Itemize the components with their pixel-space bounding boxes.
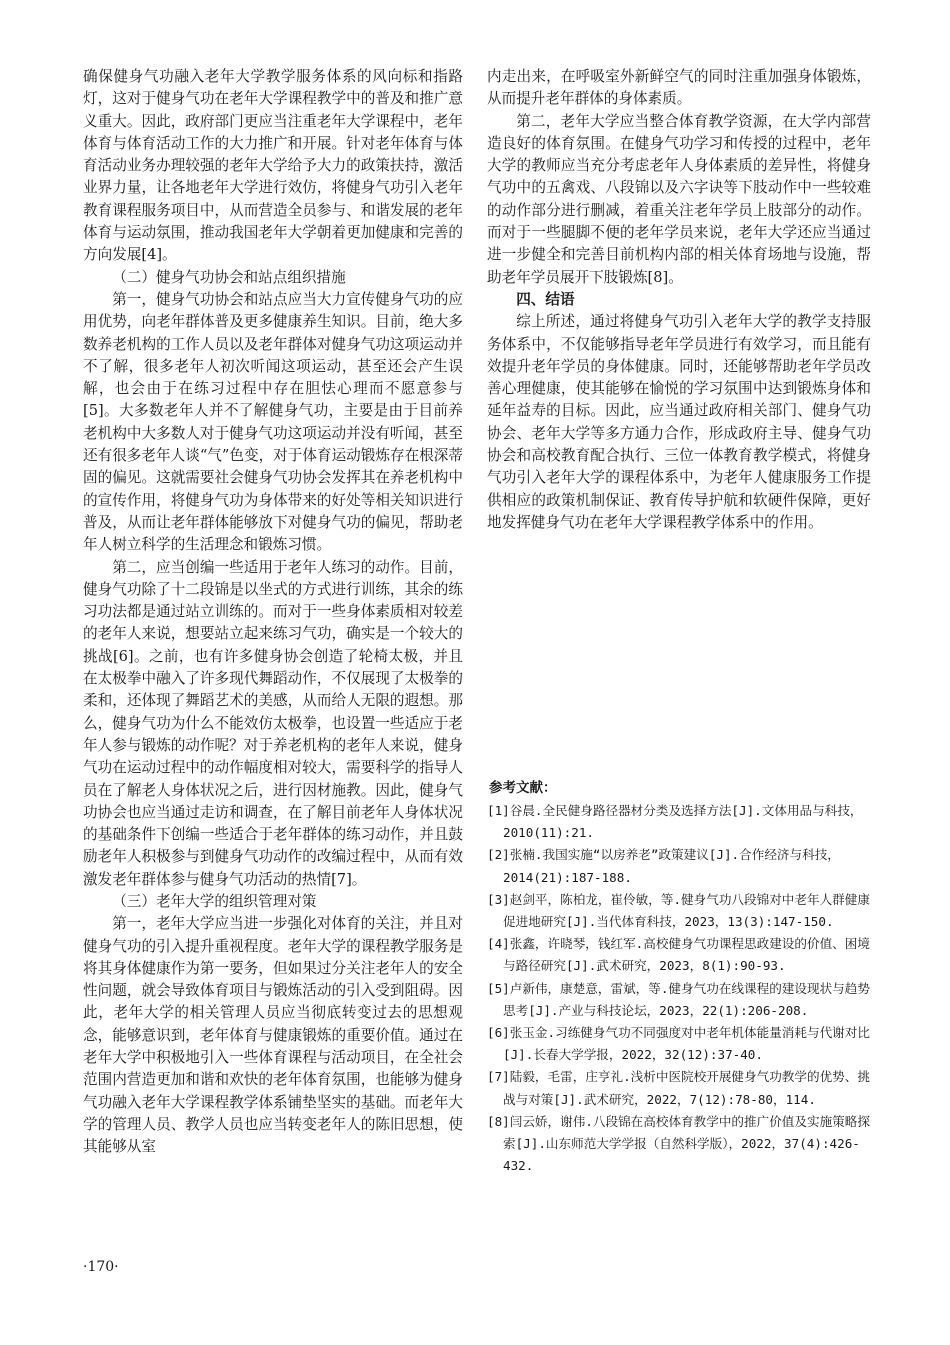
- references: [487, 776, 871, 1177]
- right-column: [487, 66, 871, 534]
- section-heading-conclusion: 四、结语: [516, 290, 575, 308]
- paragraph-continued: 内走出来，在呼吸室外新鲜空气的同时注重加强身体锻炼，从而提升老年群体的身体素质。: [487, 68, 871, 108]
- paragraph-continued: 确保健身气功融入老年大学教学服务体系的风向标和指路灯，这对于健身气功在老年大学课程教学中的普及和推广意义重大。因此，政府部门更应当注重老年大学课程中，老年体育与体育活动工作的大力推广和开展。针对老年体育与体育活动业务办理较强的老年大学给予大力的政策扶持，激活业界力量，让各地老年大学进行效仿，将健身气功引入老年教育课程服务项目中，从而营造全员参与、和谐发展的老年体育与运动氛围，推动我国老年大学朝着更加健康和完善的方向发展[4]。: [83, 68, 463, 264]
- reference-item: [6]张玉金.习练健身气功不同强度对中老年机体能量消耗与代谢对比[J].长春大学学报，2022，32(12):37-40.: [487, 1025, 870, 1063]
- paragraph: 第一，健身气功协会和站点应当大力宣传健身气功的应用优势，向老年群体普及更多健康养生知识。目前，绝大多数养老机构的工作人员以及老年群体对健身气功这项运动并不了解，很多老年人初次听闻这项运动，甚至还会产生误解，也会由于在练习过程中存在胆怯心理而不愿意参与[5]。大多数老年人并不了解健身气功，主要是由于目前养老机构中大多数人对于健身气功这项运动并没有听闻，甚至还有很多老年人谈“气”色变，对于体育运动锻炼存在根深蒂固的偏见。这就需要社会健身气功协会发挥其在养老机构中的宣传作用，将健身气功为身体带来的好处等相关知识进行普及，从而让老年群体能够放下对健身气功的偏见，帮助老年人树立科学的生活理念和锻炼习惯。: [83, 290, 463, 554]
- paragraph: 第一，老年大学应当进一步强化对体育的关注，并且对健身气功的引入提升重视程度。老年大学的课程教学服务是将其身体健康作为第一要务，但如果过分关注老年人的安全性问题，就会导致体育项目与锻炼活动的引入受到阻碍。因此，老年大学的相关管理人员应当彻底转变过去的思想观念，能够意识到，老年体育与健康锻炼的重要价值。通过在老年大学中积极地引入一些体育课程与活动项目，在全社会范围内营造更加和谐和欢快的老年体育氛围，也能够为健身气功融入老年大学课程教学体系铺垫坚实的基础。而老年大学的管理人员、教学人员也应当转变老年人的陈旧思想，使其能够从室: [83, 915, 463, 1156]
- reference-item: [7]陆毅，毛雷，庄亨礼.浅析中医院校开展健身气功教学的优势、挑战与对策[J].武术研究，2022，7(12):78-80，114.: [487, 1069, 870, 1107]
- page-number: ·170·: [83, 1259, 119, 1275]
- reference-item: [2]张楠.我国实施“以房养老”政策建议[J].合作经济与科技，2014(21):187-188.: [487, 847, 840, 885]
- reference-item: [5]卢新伟，康楚意，雷斌，等.健身气功在线课程的建设现状与趋势思考[J].产业与科技论坛，2023，22(1):206-208.: [487, 980, 870, 1018]
- reference-item: [8]闫云娇，谢伟.八段锦在高校体育教学中的推广价值及实施策略探索[J].山东师范大学学报（自然科学版），2022，37(4):426-432.: [487, 1113, 870, 1174]
- section-heading-3: （三）老年大学的组织管理对策: [112, 892, 317, 910]
- reference-item: [1]谷晨.全民健身路径器材分类及选择方法[J].文体用品与科技，2010(11):21.: [487, 803, 863, 841]
- paragraph: 综上所述，通过将健身气功引入老年大学的教学支持服务体系中，不仅能够指导老年学员进行有效学习，而且能有效提升老年学员的身体健康。同时，还能够帮助老年学员改善心理健康，使其能够在愉悦的学习氛围中达到锻炼身体和延年益寿的目标。因此，应当通过政府相关部门、健身气功协会、老年大学等多方通力合作，形成政府主导、健身气功协会和高校教育配合执行、三位一体教育教学模式，将健身气功引入老年大学的课程体系中，为老年人健康服务工作提供相应的政策机制保证、教育传导护航和软硬件保障，更好地发挥健身气功在老年大学课程教学体系中的作用。: [487, 313, 871, 531]
- reference-item: [3]赵剑平，陈柏龙，崔伶敏，等.健身气功八段锦对中老年人群健康促进地研究[J].当代体育科技，2023，13(3):147-150.: [487, 891, 870, 930]
- paragraph: 第二，应当创编一些适用于老年人练习的动作。目前，健身气功除了十二段锦是以坐式的方式进行训练，其余的练习功法都是通过站立训练的。而对于一些身体素质相对较差的老年人来说，想要站立起来练习气功，确实是一个较大的挑战[6]。之前，也有许多健身协会创造了轮椅太极，并且在太极拳中融入了许多现代舞蹈动作，不仅展现了太极拳的柔和，还体现了舞蹈艺术的美感，从而给人无限的遐想。那么，健身气功为什么不能效仿太极拳，也设置一些适应于老年人参与锻炼的动作呢？对于养老机构的老年人来说，健身气功在运动过程中的动作幅度相对较大，需要科学的指导人员在了解老人身体状况之后，进行因材施教。因此，健身气功协会也应当通过走访和调查，在了解目前老年人身体状况的基础条件下创编一些适合于老年群体的练习动作，并且鼓励老年人积极参与到健身气功动作的改编过程中，从而有效激发老年群体参与健身气功活动的热情[7]。: [83, 558, 463, 888]
- section-heading-2: （二）健身气功协会和站点组织措施: [112, 268, 346, 286]
- paragraph: 第二，老年大学应当整合体育教学资源，在大学内部营造良好的体育氛围。在健身气功学习和传授的过程中，老年大学的教师应当充分考虑老年人身体素质的差异性，将健身气功中的五禽戏、八段锦以及六字诀等下肢动作中一些较难的动作部分进行删减，着重关注老年学员上肢部分的动作。而对于一些腿脚不便的老年学员来说，老年大学还应当通过进一步健全和完善目前机构内部的相关体育场地与设施，帮助老年学员展开下肢锻炼[8]。: [487, 112, 871, 286]
- left-column: [83, 66, 463, 1159]
- reference-item: [4]张鑫，许晓琴，钱红军.高校健身气功课程思政建设的价值、困境与路径研究[J].武术研究，2023，8(1):90-93.: [487, 936, 870, 974]
- references-title: 参考文献：: [489, 780, 557, 796]
